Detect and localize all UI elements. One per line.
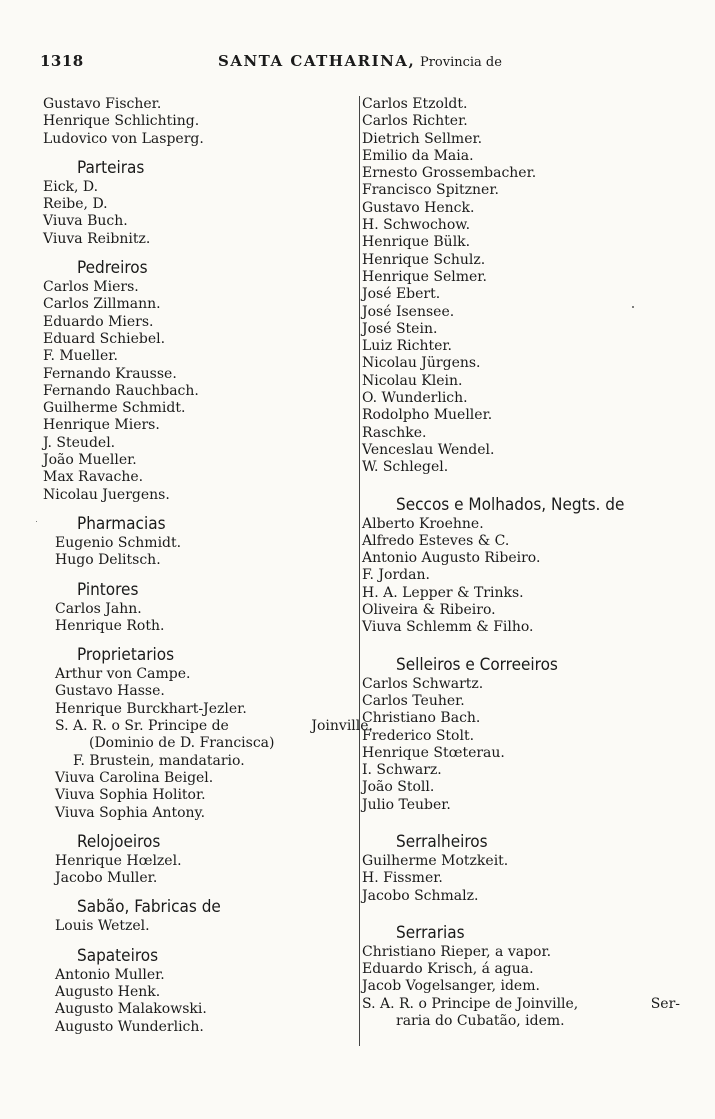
section-heading-serrarias: Serrarias bbox=[396, 922, 465, 943]
left-intro-list bbox=[43, 96, 358, 148]
list-item: Christiano Bach. bbox=[362, 710, 481, 727]
list-item: Henrique Schulz. bbox=[362, 251, 486, 268]
list-item: Henrique Bülk. bbox=[362, 234, 471, 251]
list-item: Henrique Hœlzel. bbox=[55, 852, 182, 869]
section-heading-pintores: Pintores bbox=[77, 579, 139, 600]
list-item: Jacob Vogelsanger, idem. bbox=[362, 978, 540, 995]
ink-speck bbox=[36, 521, 37, 522]
list-item: Augusto Wunderlich. bbox=[55, 1018, 204, 1035]
list-item: Ernesto Grossembacher. bbox=[362, 165, 537, 182]
page-number: 1318 bbox=[40, 52, 84, 70]
list-item: Antonio Muller. bbox=[55, 966, 165, 983]
list-item: Viuva Sophia Antony. bbox=[55, 804, 206, 821]
list-item: Carlos Zillmann. bbox=[43, 296, 161, 313]
list-item: O. Wunderlich. bbox=[362, 390, 468, 407]
sar-text-left: S. A. R. o Sr. Principe de bbox=[55, 718, 229, 735]
list-item-sar bbox=[362, 996, 680, 1013]
list-item: Carlos Schwartz. bbox=[362, 675, 484, 692]
list-item: Guilherme Schmidt. bbox=[43, 400, 186, 417]
list-item: Louis Wetzel. bbox=[55, 918, 150, 935]
list-item: Carlos Etzoldt. bbox=[362, 96, 468, 112]
list-item: José Stein. bbox=[362, 320, 438, 337]
list-item: Dietrich Sellmer. bbox=[362, 130, 483, 147]
list-item: Alfredo Esteves & C. bbox=[362, 532, 510, 549]
list-item: Augusto Malakowski. bbox=[55, 1001, 207, 1018]
list-item: Jacobo Muller. bbox=[55, 870, 158, 887]
list-item: Eick, D. bbox=[43, 178, 99, 195]
list-item: F. Jordan. bbox=[362, 567, 430, 584]
ink-speck bbox=[632, 306, 634, 308]
list-item: Gustavo Henck. bbox=[362, 199, 475, 216]
list-item: Carlos Richter. bbox=[362, 113, 468, 130]
list-item: Eduardo Miers. bbox=[43, 313, 154, 330]
list-item: Fernando Rauchbach. bbox=[43, 382, 199, 399]
sar-text-right: Ser- bbox=[650, 995, 680, 1012]
list-item: I. Schwarz. bbox=[362, 762, 442, 779]
running-title-sub: Provincia de bbox=[419, 55, 502, 70]
list-item: Carlos Jahn. bbox=[55, 600, 142, 617]
list-item-sar bbox=[43, 718, 373, 735]
list-item: Reibe, D. bbox=[43, 196, 108, 213]
list-item: Henrique Schlichting. bbox=[43, 113, 200, 130]
list-item: Carlos Miers. bbox=[43, 279, 139, 296]
list-item: Venceslau Wendel. bbox=[362, 441, 495, 458]
list-item: Nicolau Klein. bbox=[362, 372, 463, 389]
list-item: Augusto Henk. bbox=[55, 983, 161, 1000]
list-item: Henrique Burckhart-Jezler. bbox=[55, 700, 247, 717]
list-item: H. Fissmer. bbox=[362, 870, 443, 887]
right-intro-list bbox=[362, 96, 682, 477]
list-item: Viuva Sophia Holitor. bbox=[55, 787, 206, 804]
left-column bbox=[43, 96, 373, 1036]
list-item: Arthur von Campe. bbox=[55, 666, 191, 683]
list-item: Eduardo Krisch, á agua. bbox=[362, 961, 534, 978]
list-item: Christiano Rieper, a vapor. bbox=[362, 943, 552, 960]
section-heading-pharmacias: Pharmacias bbox=[77, 513, 166, 534]
section-heading-selleiros: Selleiros e Correeiros bbox=[396, 654, 558, 675]
list-item: Eugenio Schmidt. bbox=[55, 534, 182, 551]
list-item: Hugo Delitsch. bbox=[55, 552, 161, 569]
section-heading-serralheiros: Serralheiros bbox=[396, 831, 488, 852]
list-item: Gustavo Hasse. bbox=[55, 683, 165, 700]
list-item: Alberto Kroehne. bbox=[362, 515, 484, 532]
list-item: Antonio Augusto Ribeiro. bbox=[362, 550, 541, 567]
list-item: Henrique Stœterau. bbox=[362, 744, 505, 761]
list-item: Henrique Roth. bbox=[55, 617, 165, 634]
list-item: Fernando Krausse. bbox=[43, 365, 177, 382]
running-title-main: SANTA CATHARINA, bbox=[218, 52, 416, 70]
list-item: José Ebert. bbox=[362, 286, 441, 303]
list-item: Henrique Selmer. bbox=[362, 268, 487, 285]
list-item: Gustavo Fischer. bbox=[43, 96, 162, 112]
list-item: Carlos Teuher. bbox=[362, 692, 465, 709]
list-item: Oliveira & Ribeiro. bbox=[362, 602, 496, 619]
list-item: Viuva Buch. bbox=[43, 213, 128, 230]
list-item: Frederico Stolt. bbox=[362, 727, 475, 744]
section-heading-pedreiros: Pedreiros bbox=[77, 258, 148, 279]
list-item: Eduard Schiebel. bbox=[43, 330, 166, 347]
section-heading-relojoeiros: Relojoeiros bbox=[77, 831, 161, 852]
section-heading-sapateiros: Sapateiros bbox=[77, 945, 159, 966]
list-item: Nicolau Juergens. bbox=[43, 486, 170, 503]
list-item: H. Schwochow. bbox=[362, 217, 471, 234]
column-divider bbox=[359, 96, 360, 1046]
section-heading-parteiras: Parteiras bbox=[77, 157, 145, 178]
list-item: W. Schlegel. bbox=[362, 459, 449, 476]
list-item: Nicolau Jürgens. bbox=[362, 355, 481, 372]
list-item: João Mueller. bbox=[43, 452, 137, 469]
list-item: J. Steudel. bbox=[43, 434, 116, 451]
list-item: Viuva Reibnitz. bbox=[43, 230, 151, 247]
list-item: Max Ravache. bbox=[43, 469, 144, 486]
section-heading-sabao: Sabão, Fabricas de bbox=[77, 897, 221, 918]
running-header bbox=[40, 52, 670, 74]
list-item: José Isensee. bbox=[362, 303, 455, 320]
list-item: Ludovico von Lasperg. bbox=[43, 130, 204, 147]
list-item: Guilherme Motzkeit. bbox=[362, 852, 509, 869]
list-item: Viuva Carolina Beigel. bbox=[55, 769, 214, 786]
section-heading-proprietarios: Proprietarios bbox=[77, 645, 175, 666]
list-item: Viuva Schlemm & Filho. bbox=[362, 619, 534, 636]
list-item: Julio Teuber. bbox=[362, 796, 451, 813]
list-item: Rodolpho Mueller. bbox=[362, 407, 493, 424]
list-item-mandatario: F. Brustein, mandatario. bbox=[73, 752, 245, 769]
list-item-dominio: (Dominio de D. Francisca) bbox=[89, 735, 275, 752]
list-item: Francisco Spitzner. bbox=[362, 182, 499, 199]
list-item: Jacobo Schmalz. bbox=[362, 887, 479, 904]
sar-text-right: Joinville. bbox=[311, 718, 373, 735]
list-item: Luiz Richter. bbox=[362, 338, 453, 355]
sar-text-left: S. A. R. o Principe de Joinville, bbox=[362, 995, 579, 1012]
list-item: Emilio da Maia. bbox=[362, 147, 474, 164]
section-heading-seccos: Seccos e Molhados, Negts. de bbox=[396, 494, 625, 515]
list-item: João Stoll. bbox=[362, 779, 435, 796]
list-item: Henrique Miers. bbox=[43, 417, 160, 434]
list-item: F. Mueller. bbox=[43, 348, 118, 365]
right-column bbox=[362, 96, 682, 1030]
list-item: Raschke. bbox=[362, 424, 427, 441]
running-title bbox=[218, 52, 502, 70]
list-item-continuation: raria do Cubatão, idem. bbox=[396, 1013, 565, 1030]
list-item: H. A. Lepper & Trinks. bbox=[362, 584, 524, 601]
